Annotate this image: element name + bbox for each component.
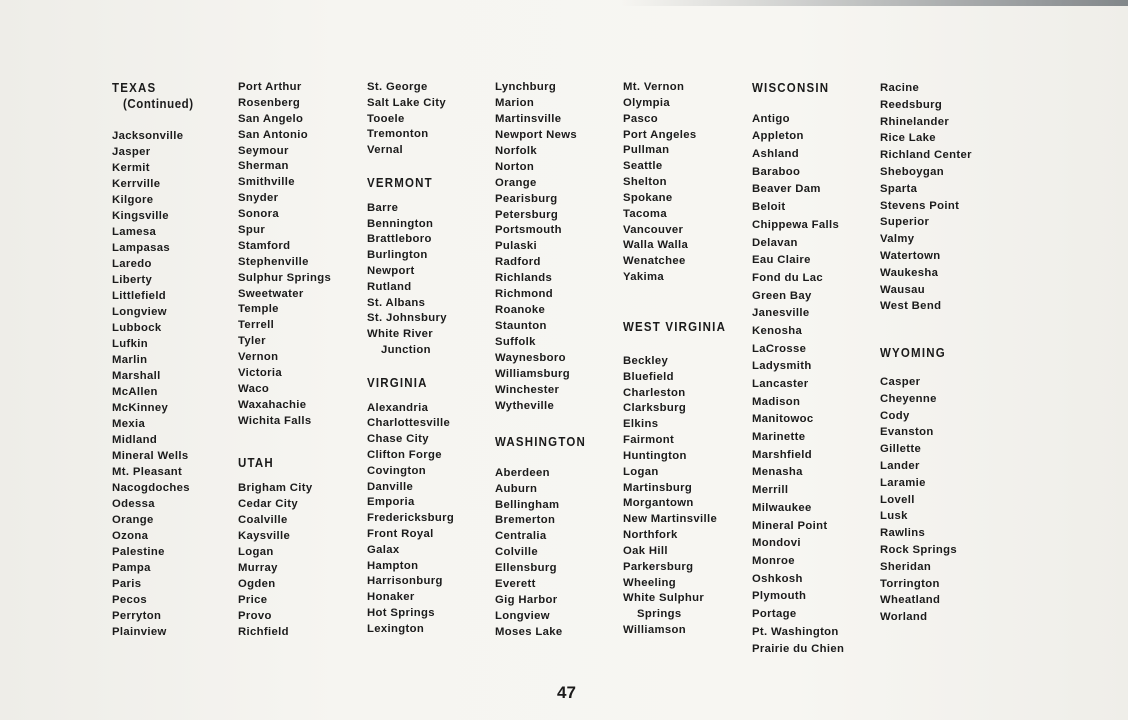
city-name: Richmond — [495, 288, 554, 301]
city-name: Rosenberg — [238, 96, 301, 109]
city-name: Marlin — [112, 354, 148, 366]
city-name: Plymouth — [752, 590, 807, 603]
city-name: Marinette — [752, 431, 806, 444]
city-name: Temple — [238, 303, 279, 316]
city-name: Rutland — [367, 280, 412, 293]
city-name: Norton — [495, 160, 535, 173]
city-name: Lubbock — [112, 322, 162, 334]
city-name: Portage — [752, 607, 797, 620]
city-name: Ladysmith — [752, 360, 812, 373]
city-name: Logan — [238, 546, 274, 559]
city-name: Sonora — [238, 208, 280, 221]
city-name: Waukesha — [880, 266, 939, 279]
city-name: Perryton — [112, 610, 162, 622]
city-name: Wytheville — [495, 399, 555, 412]
city-name: Vernal — [367, 144, 404, 157]
city-name: Ogden — [238, 577, 276, 590]
city-name: Wausau — [880, 283, 925, 296]
city-name: Pasco — [623, 112, 659, 125]
city-name: Beloit — [752, 201, 786, 214]
city-name: Worland — [880, 611, 928, 624]
city-name: Smithville — [238, 176, 295, 189]
city-name: Midland — [112, 434, 158, 446]
state-section — [495, 435, 625, 641]
city-name: Mt. Vernon — [623, 81, 685, 93]
city-name: Newport — [367, 264, 415, 277]
city-name: Coalville — [238, 514, 288, 527]
city-name: Radford — [495, 256, 541, 269]
city-name: Centralia — [495, 530, 547, 543]
city-name: Monroe — [752, 554, 795, 567]
city-name: Rock Springs — [880, 543, 958, 556]
city-name: Green Bay — [752, 289, 812, 302]
city-name: Baraboo — [752, 165, 801, 178]
city-name: Burlington — [367, 249, 428, 262]
city-name: Elkins — [623, 418, 659, 431]
city-name: Martinsburg — [623, 481, 693, 494]
city-name: Kingsville — [112, 210, 169, 222]
page-number: 47 — [557, 683, 576, 702]
city-name: Sulphur Springs — [238, 271, 332, 284]
city-name: St. Albans — [367, 296, 426, 309]
state-section — [880, 80, 1010, 315]
city-name: Charleston — [623, 386, 686, 399]
city-name: Orange — [495, 176, 537, 189]
city-name: LaCrosse — [752, 342, 807, 355]
city-name: Milwaukee — [752, 501, 812, 514]
city-name: Emporia — [367, 496, 415, 509]
city-name: Merrill — [752, 484, 789, 497]
city-name: Gig Harbor — [495, 594, 558, 607]
city-name: Lufkin — [112, 338, 148, 350]
city-name: Roanoke — [495, 304, 546, 317]
state-heading: WYOMING — [880, 346, 946, 361]
state-section — [623, 320, 753, 639]
city-name: Stephenville — [238, 255, 309, 268]
city-name: Fond du Lac — [752, 271, 823, 284]
city-name: Rhinelander — [880, 115, 950, 128]
city-name: Danville — [367, 480, 414, 493]
city-name: Harrisonburg — [367, 575, 443, 588]
column-2 — [238, 80, 368, 640]
city-name: Salt Lake City — [367, 96, 446, 109]
city-name: Lexington — [367, 622, 425, 635]
city-name: Honaker — [367, 591, 415, 604]
city-name: Port Arthur — [238, 81, 302, 93]
column-7 — [880, 80, 1010, 626]
city-name: Clarksburg — [623, 402, 687, 415]
city-name: Tacoma — [623, 207, 667, 220]
city-name: Waco — [238, 382, 270, 395]
city-name-continuation: Springs — [637, 608, 682, 621]
city-name: Mt. Pleasant — [112, 466, 183, 478]
city-name: Sheboygan — [880, 165, 945, 178]
city-name: Bremerton — [495, 514, 556, 527]
city-name: Mondovi — [752, 537, 801, 550]
city-name: Alexandria — [367, 401, 429, 414]
city-name: Appleton — [752, 130, 804, 143]
city-name: Wheeling — [623, 576, 677, 589]
page-edge-shadow — [0, 0, 1128, 6]
city-name: Seattle — [623, 160, 663, 173]
city-name: Snyder — [238, 192, 279, 205]
city-name: Torrington — [880, 577, 940, 590]
state-subheading: (Continued) — [123, 97, 194, 111]
city-name: Seymour — [238, 144, 289, 157]
city-name: Marshall — [112, 370, 161, 382]
city-name: Kaysville — [238, 530, 291, 543]
city-name: Liberty — [112, 274, 153, 286]
city-name: Reedsburg — [880, 98, 943, 111]
city-name: Lynchburg — [495, 81, 557, 93]
city-name: Longview — [112, 306, 167, 318]
city-name: Price — [238, 593, 268, 606]
city-name: Fairmont — [623, 434, 675, 447]
state-section — [623, 80, 753, 286]
city-name: Casper — [880, 375, 921, 388]
city-name: Gillette — [880, 443, 922, 456]
city-name: Pampa — [112, 562, 151, 574]
city-name: Marshfield — [752, 448, 812, 461]
city-name: Terrell — [238, 319, 275, 332]
city-name: Lampasas — [112, 242, 171, 254]
city-name: Paris — [112, 578, 142, 590]
city-name: Waynesboro — [495, 351, 566, 364]
city-name: Orange — [112, 514, 154, 526]
city-name: Mexia — [112, 418, 146, 430]
city-name: Brigham City — [238, 482, 313, 495]
city-name: Morgantown — [623, 497, 694, 510]
city-name: Delavan — [752, 236, 798, 249]
city-name: Spokane — [623, 191, 673, 204]
city-name: Ellensburg — [495, 562, 557, 575]
city-name: Eau Claire — [752, 254, 811, 267]
city-name-continuation: Junction — [381, 343, 431, 356]
city-name: Galax — [367, 543, 400, 556]
city-name: Lander — [880, 459, 920, 472]
city-name: Littlefield — [112, 290, 167, 302]
city-name: Kerrville — [112, 178, 161, 190]
city-name: Chase City — [367, 433, 429, 446]
city-name: McAllen — [112, 386, 158, 398]
city-name: Longview — [495, 610, 550, 623]
city-name: Nacogdoches — [112, 482, 190, 494]
city-name: Odessa — [112, 498, 155, 510]
city-name: Lusk — [880, 510, 908, 523]
city-name: Tremonton — [367, 128, 429, 141]
city-name: Staunton — [495, 320, 547, 333]
city-name: Oak Hill — [623, 544, 668, 557]
city-name: Northfork — [623, 529, 678, 542]
city-name: Madison — [752, 395, 801, 408]
city-name: Waxahachie — [238, 398, 307, 411]
city-name: Jacksonville — [112, 130, 184, 142]
city-name: Front Royal — [367, 527, 434, 540]
state-section — [238, 456, 368, 641]
city-name: Beckley — [623, 354, 669, 367]
city-name: Spur — [238, 224, 266, 237]
city-name: Sparta — [880, 182, 918, 195]
city-name: Pulaski — [495, 240, 538, 253]
city-name: Pearisburg — [495, 192, 558, 205]
city-name: Laramie — [880, 476, 926, 489]
city-name: Rice Lake — [880, 132, 936, 145]
state-heading: VERMONT — [367, 175, 433, 190]
city-name: Janesville — [752, 307, 810, 320]
city-name: Oshkosh — [752, 572, 803, 585]
state-heading: WISCONSIN — [752, 81, 830, 95]
city-name: Richland Center — [880, 149, 972, 162]
city-name: Kenosha — [752, 324, 803, 337]
city-name: Watertown — [880, 249, 941, 262]
city-name: Prairie du Chien — [752, 643, 845, 656]
city-name: Pecos — [112, 594, 148, 606]
city-name: Stevens Point — [880, 199, 960, 212]
city-name: Fredericksburg — [367, 512, 455, 525]
state-section — [495, 80, 625, 415]
state-section — [367, 376, 497, 638]
city-name: Brattleboro — [367, 233, 432, 246]
city-name: Bennington — [367, 217, 434, 230]
city-name: Everett — [495, 578, 536, 591]
city-name: Tooele — [367, 112, 405, 125]
city-name: Sweetwater — [238, 287, 304, 300]
city-name: Lamesa — [112, 226, 157, 238]
city-name: Hampton — [367, 559, 419, 572]
city-name: Walla Walla — [623, 239, 689, 252]
city-name: Lancaster — [752, 378, 809, 390]
city-name: Wenatchee — [623, 255, 686, 268]
city-name: Charlottesville — [367, 417, 451, 430]
city-name: West Bend — [880, 300, 942, 313]
state-heading: VIRGINIA — [367, 375, 428, 390]
city-name: Covington — [367, 464, 426, 477]
city-name: Pullman — [623, 144, 670, 157]
city-name: Rawlins — [880, 527, 926, 540]
city-name: New Martinsville — [623, 513, 718, 526]
city-name: Petersburg — [495, 208, 559, 221]
city-name: Williamsburg — [495, 367, 571, 380]
city-name: St. Johnsbury — [367, 312, 447, 325]
state-section — [238, 80, 368, 430]
city-name: Palestine — [112, 546, 165, 558]
city-name: Yakima — [623, 271, 665, 284]
city-name: Martinsville — [495, 112, 562, 125]
city-name: Vernon — [238, 351, 279, 364]
city-name: Wheatland — [880, 594, 941, 607]
state-section — [367, 176, 497, 359]
city-name: Richlands — [495, 272, 553, 285]
city-name: Antigo — [752, 112, 790, 125]
city-name: Mineral Point — [752, 519, 828, 532]
city-name: White Sulphur — [623, 592, 705, 605]
city-name: Tyler — [238, 335, 266, 348]
city-name: Sherman — [238, 160, 289, 173]
city-name: Mineral Wells — [112, 450, 189, 462]
state-heading: UTAH — [238, 455, 274, 470]
city-name: Valmy — [880, 233, 915, 246]
city-name: Chippewa Falls — [752, 218, 840, 231]
city-name: White River — [367, 328, 433, 341]
city-name: Suffolk — [495, 336, 536, 348]
city-name: Norfolk — [495, 144, 537, 157]
city-name: San Angelo — [238, 112, 304, 125]
city-name: Hot Springs — [367, 606, 435, 619]
city-name: Barre — [367, 201, 399, 214]
column-6 — [752, 80, 882, 659]
city-name: Cody — [880, 409, 910, 422]
column-5 — [623, 80, 753, 639]
column-1 — [112, 80, 242, 640]
city-name: Colville — [495, 546, 538, 559]
column-4 — [495, 80, 625, 641]
city-name: Vancouver — [623, 223, 684, 236]
state-section — [880, 345, 1010, 626]
state-section — [112, 80, 242, 640]
city-name: Ozona — [112, 530, 149, 542]
city-name: Manitowoc — [752, 413, 814, 426]
city-name: Logan — [623, 465, 659, 478]
city-name: Ashland — [752, 148, 800, 161]
state-heading: WASHINGTON — [495, 434, 586, 449]
state-heading: WEST VIRGINIA — [623, 319, 727, 334]
city-name: Superior — [880, 216, 930, 229]
city-name: Marion — [495, 96, 535, 109]
city-name: Jasper — [112, 146, 151, 158]
city-name: Provo — [238, 609, 272, 622]
state-section — [367, 80, 497, 159]
state-section — [752, 80, 882, 659]
city-name: Murray — [238, 561, 278, 574]
city-name: Plainview — [112, 626, 167, 638]
column-3 — [367, 80, 497, 638]
city-name: Evanston — [880, 426, 934, 439]
city-name: Bellingham — [495, 498, 560, 511]
city-name: Portsmouth — [495, 224, 562, 237]
city-name: Aberdeen — [495, 466, 550, 479]
city-name: Bluefield — [623, 370, 674, 383]
city-name: McKinney — [112, 402, 169, 414]
city-name: Cedar City — [238, 498, 299, 511]
city-name: Richfield — [238, 625, 289, 638]
city-name: Laredo — [112, 258, 152, 270]
city-name: Lovell — [880, 493, 915, 506]
city-name: San Antonio — [238, 128, 308, 141]
city-name: Stamford — [238, 239, 291, 252]
city-name: Port Angeles — [623, 128, 697, 141]
city-name: Moses Lake — [495, 626, 563, 638]
city-name: Winchester — [495, 383, 560, 396]
city-name: Sheridan — [880, 560, 932, 573]
city-name: Racine — [880, 82, 920, 94]
city-name: Wichita Falls — [238, 414, 312, 427]
city-name: Cheyenne — [880, 392, 937, 405]
city-name: Pt. Washington — [752, 625, 839, 638]
city-name: Newport News — [495, 128, 578, 141]
city-name: Menasha — [752, 466, 803, 479]
city-name: Kilgore — [112, 194, 154, 206]
city-name: Huntington — [623, 449, 687, 462]
city-name: Williamson — [623, 624, 687, 637]
city-name: St. George — [367, 81, 428, 93]
city-name: Kermit — [112, 162, 150, 174]
city-name: Olympia — [623, 96, 671, 109]
city-name: Auburn — [495, 482, 538, 495]
city-name: Clifton Forge — [367, 448, 442, 461]
city-name: Beaver Dam — [752, 183, 821, 196]
city-name: Victoria — [238, 367, 283, 380]
city-name: Shelton — [623, 176, 667, 189]
state-heading: TEXAS — [112, 81, 157, 95]
city-name: Parkersburg — [623, 560, 694, 573]
